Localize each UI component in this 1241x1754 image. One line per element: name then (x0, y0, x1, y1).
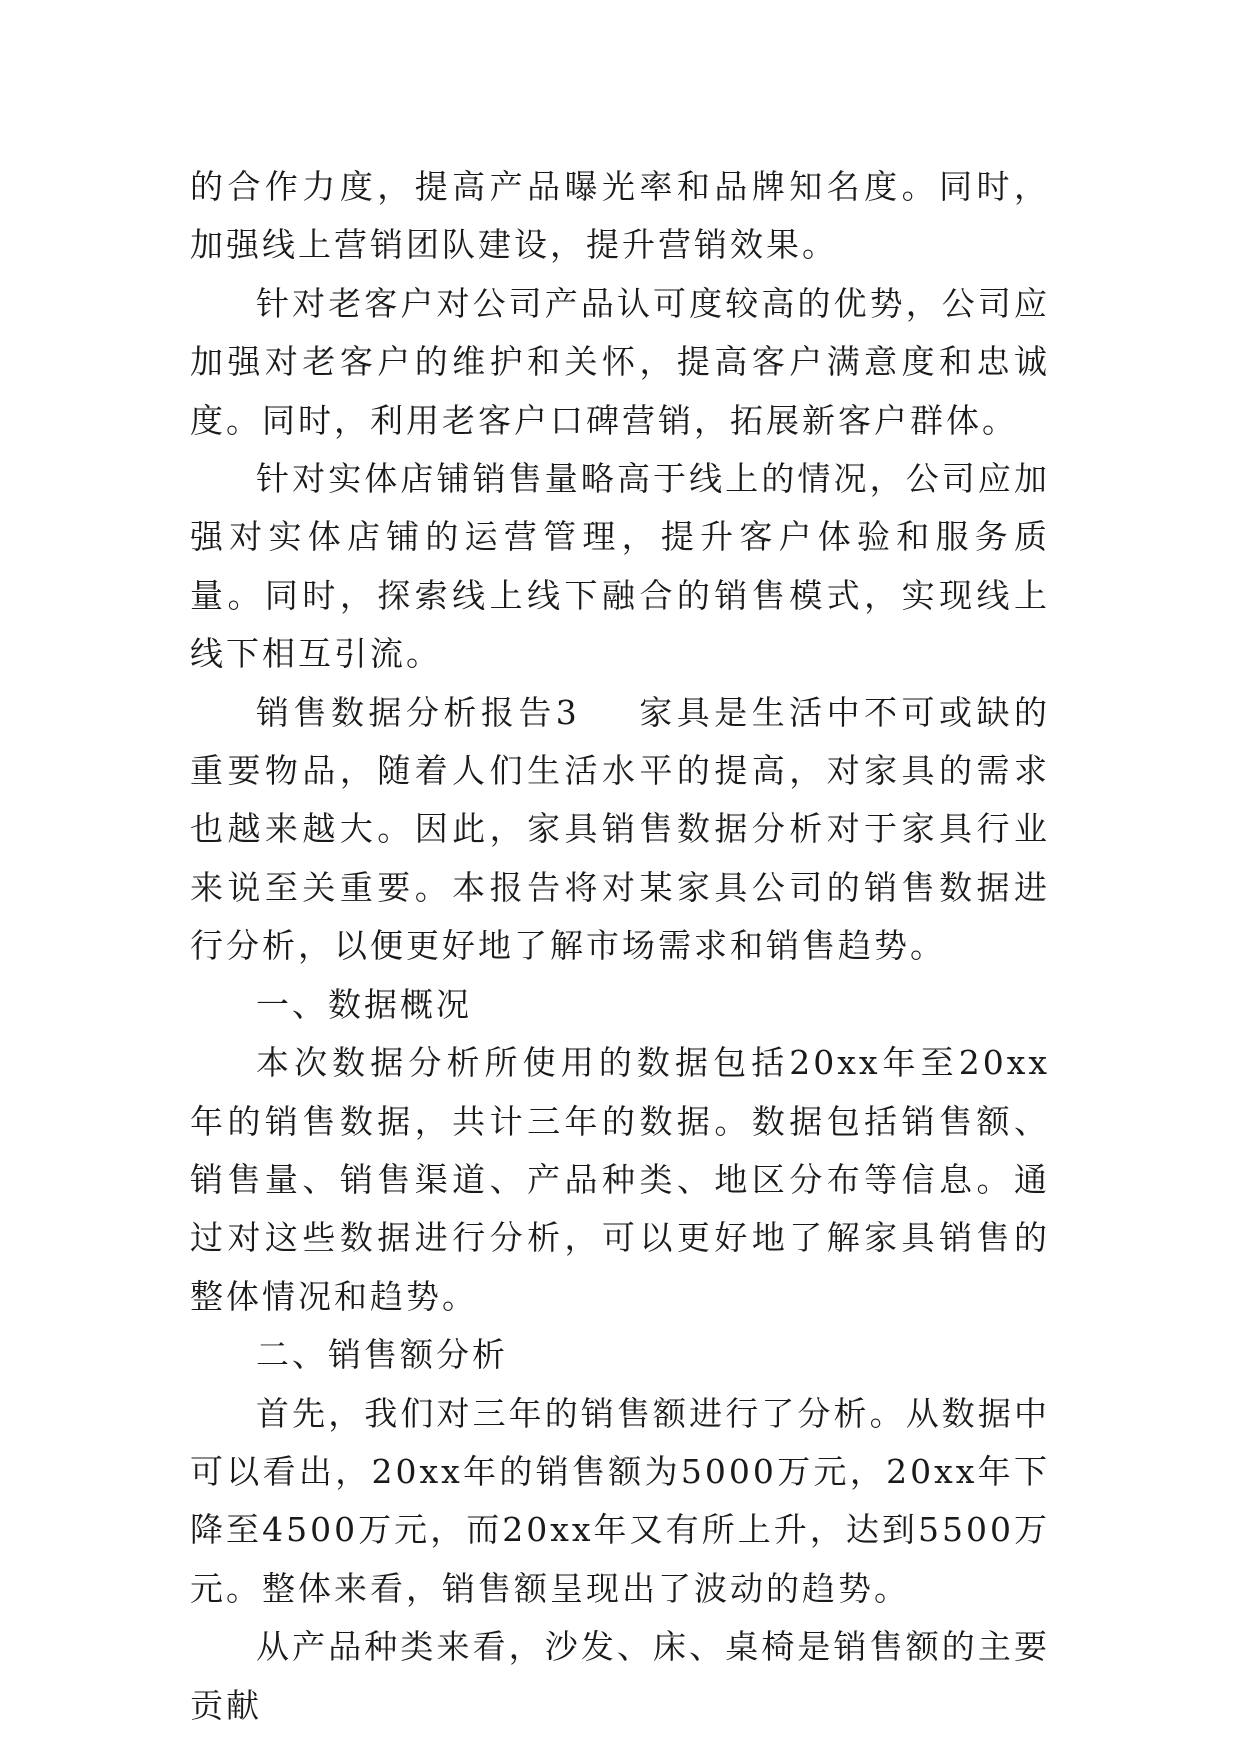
report-title: 销售数据分析报告3 (256, 692, 580, 732)
paragraph-sales-analysis: 首先，我们对三年的销售额进行了分析。从数据中可以看出，20xx年的销售额为5000万元，20xx年下降至4500万元，而20xx年又有所上升，达到5500万元。整体来看，销售额呈现出了波动的趋势。 (190, 1393, 1050, 1608)
section-heading-data-overview: 一、数据概况 (256, 984, 472, 1024)
paragraph-old-customers: 针对老客户对公司产品认可度较高的优势，公司应加强对老客户的维护和关怀，提高客户满意度和忠诚度。同时，利用老客户口碑营销，拓展新客户群体。 (190, 283, 1050, 440)
paragraph-product-categories: 从产品种类来看，沙发、床、桌椅是销售额的主要贡献 (190, 1627, 1050, 1725)
paragraph-physical-stores: 针对实体店铺销售量略高于线上的情况，公司应加强对实体店铺的运营管理，提升客户体验和服务质量。同时，探索线上线下融合的销售模式，实现线上线下相互引流。 (190, 459, 1050, 674)
paragraph-data-overview: 本次数据分析所使用的数据包括20xx年至20xx年的销售数据，共计三年的数据。数据包括销售额、销售量、销售渠道、产品种类、地区分布等信息。通过对这些数据进行分析，可以更好地了解家具销售的整体情况和趋势。 (190, 1043, 1050, 1316)
report-intro-text: 家具是生活中不可或缺的重要物品，随着人们生活水平的提高，对家具的需求也越来越大。因此，家具销售数据分析对于家具行业来说至关重要。本报告将对某家具公司的销售数据进行分析，以便更好地了解市场需求和销售趋势。 (190, 692, 1051, 966)
section-heading-sales-analysis: 二、销售额分析 (256, 1335, 508, 1375)
document-body (190, 158, 1050, 1735)
paragraph-report-intro (190, 684, 1050, 976)
paragraph-online-marketing: 的合作力度，提高产品曝光率和品牌知名度。同时，加强线上营销团队建设，提升营销效果。 (190, 167, 1050, 265)
